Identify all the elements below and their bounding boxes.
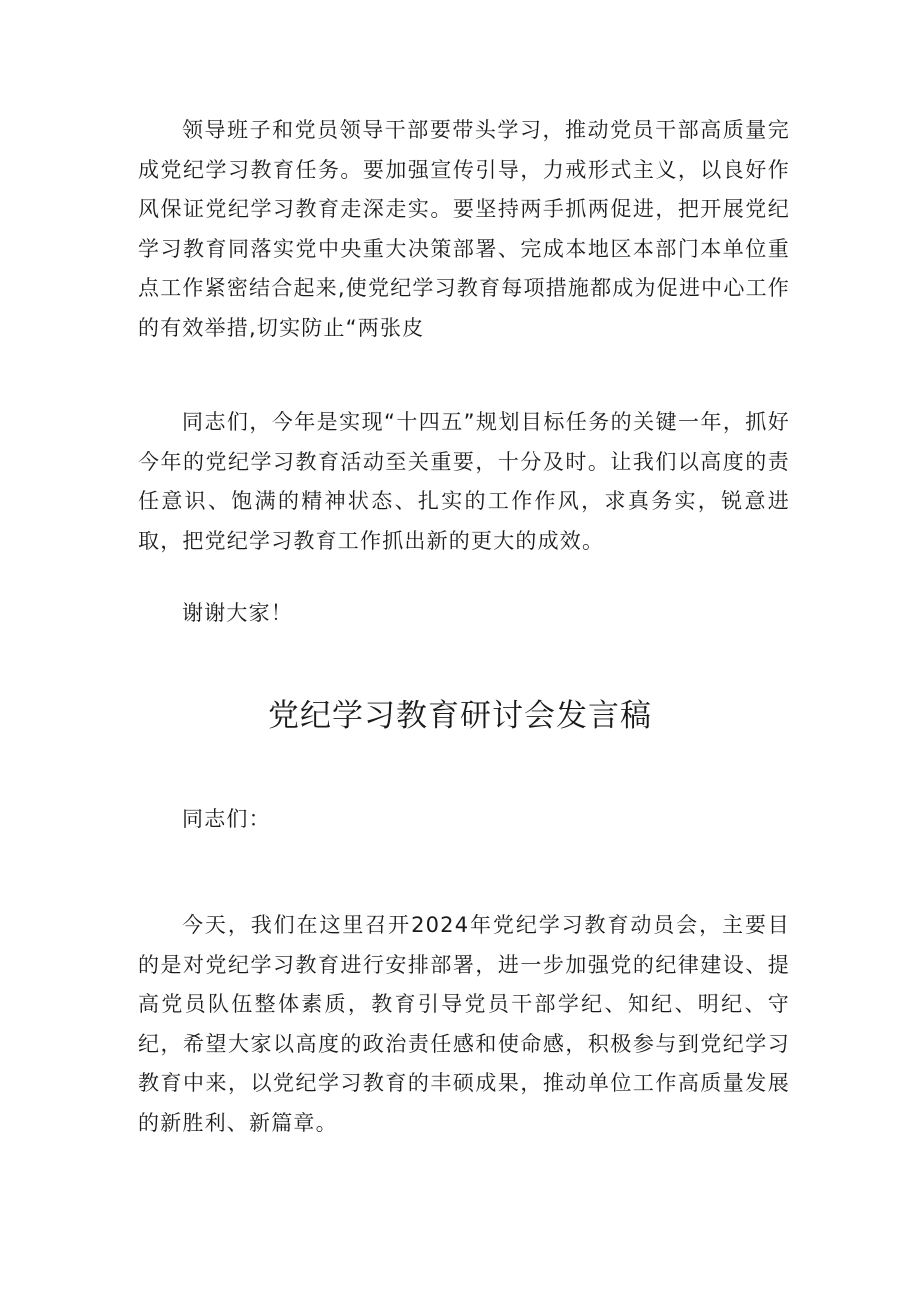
paragraph-text: 今天，我们在这里召开2024年党纪学习教育动员会，主要目的是对党纪学习教育进行安排部署，进一步加强党的纪律建设、提高党员队伍整体素质，教育引导党员干部学纪、知纪、明纪、守纪，希望大家以高度的政治责任感和使命感，积极参与到党纪学习教育中来，以党纪学习教育的丰硕成果，推动单位工作高质量发展的新胜利、新篇章。 — [138, 913, 790, 1135]
document-title: 党纪学习教育研讨会发言稿 — [268, 698, 652, 734]
paragraph-thanks — [138, 594, 790, 634]
paragraph-mobilization — [138, 906, 790, 1143]
salutation-text: 同志们： — [182, 807, 271, 831]
paragraph-text: 同志们，今年是实现“十四五”规划目标任务的关键一年，抓好今年的党纪学习教育活动至关重要，十分及时。让我们以高度的责任意识、饱满的精神状态、扎实的工作作风，求真务实，锐意进取，把党纪学习教育工作抓出新的更大的成效。 — [138, 410, 790, 553]
salutation — [138, 800, 790, 840]
paragraph-comrades-year — [138, 403, 790, 561]
paragraph-text: 谢谢大家！ — [182, 601, 293, 625]
paragraph-text: 领导班子和党员领导干部要带头学习，推动党员干部高质量完成党纪学习教育任务。要加强宣传引导，力戒形式主义，以良好作风保证党纪学习教育走深走实。要坚持两手抓两促进，把开展党纪学习教育同落实党中央重大决策部署、完成本地区本部门本单位重点工作紧密结合起来,使党纪学习教育每项措施都成为促进中心工作的有效举措,切实防止“两张皮 — [138, 118, 790, 340]
paragraph-leadership — [138, 111, 790, 348]
